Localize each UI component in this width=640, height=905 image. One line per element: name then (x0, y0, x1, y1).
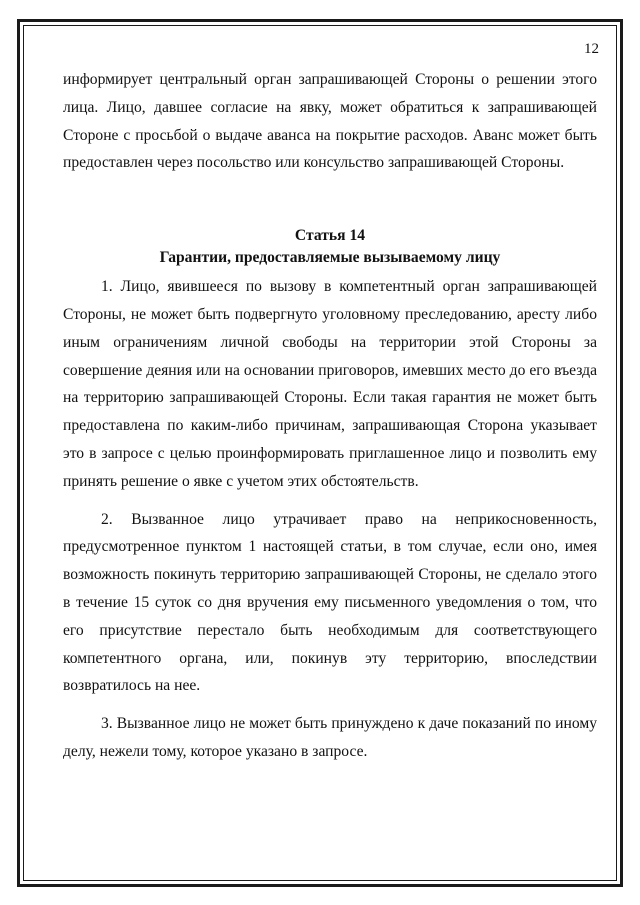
page-number: 12 (584, 41, 599, 57)
intro-paragraph: информирует центральный орган запрашивающей Стороны о решении этого лица. Лицо, давшее согласие на явку, может обратиться к запрашивающей Стороне с просьбой о выдаче аванса на покрытие расходов. Аванс может быть предоставлен через посольство или консульство запрашивающей Стороны. (63, 71, 597, 172)
article-paragraph-2: 2. Вызванное лицо утрачивает право на неприкосновенность, предусмотренное пунктом 1 настоящей статьи, в том случае, если оно, имея возможность покинуть территорию запрашивающей Стороны, не сделало этого в течение 15 суток со дня вручения ему письменного уведомления о том, что его присутствие перестало быть необходимым для соответствующего компетентного органа, или, покинув эту территорию, впоследствии возвратилось на нее. (63, 510, 597, 695)
article-heading (63, 225, 597, 269)
document-body (63, 66, 597, 766)
article-title: Статья 14 (294, 227, 366, 245)
article-paragraph-1: 1. Лицо, явившееся по вызову в компетентный орган запрашивающей Стороны, не может быть подвергнуто уголовному преследованию, аресту либо иным ограничениям личной свободы на территории этой Стороны за совершение деяния или на основании приговоров, имевших место до его въезда на территорию запрашивающей Стороны. Если такая гарантия не может быть предоставлена по каким-либо причинам, запрашивающая Сторона указывает это в запросе с целью проинформировать приглашенное лицо и позволить ему принять решение о явке с учетом этих обстоятельств. (63, 278, 597, 490)
article-paragraph-3: 3. Вызванное лицо не может быть принуждено к даче показаний по иному делу, нежели тому, которое указано в запросе. (63, 715, 597, 760)
article-subtitle: Гарантии, предоставляемые вызываемому лицу (159, 249, 501, 267)
